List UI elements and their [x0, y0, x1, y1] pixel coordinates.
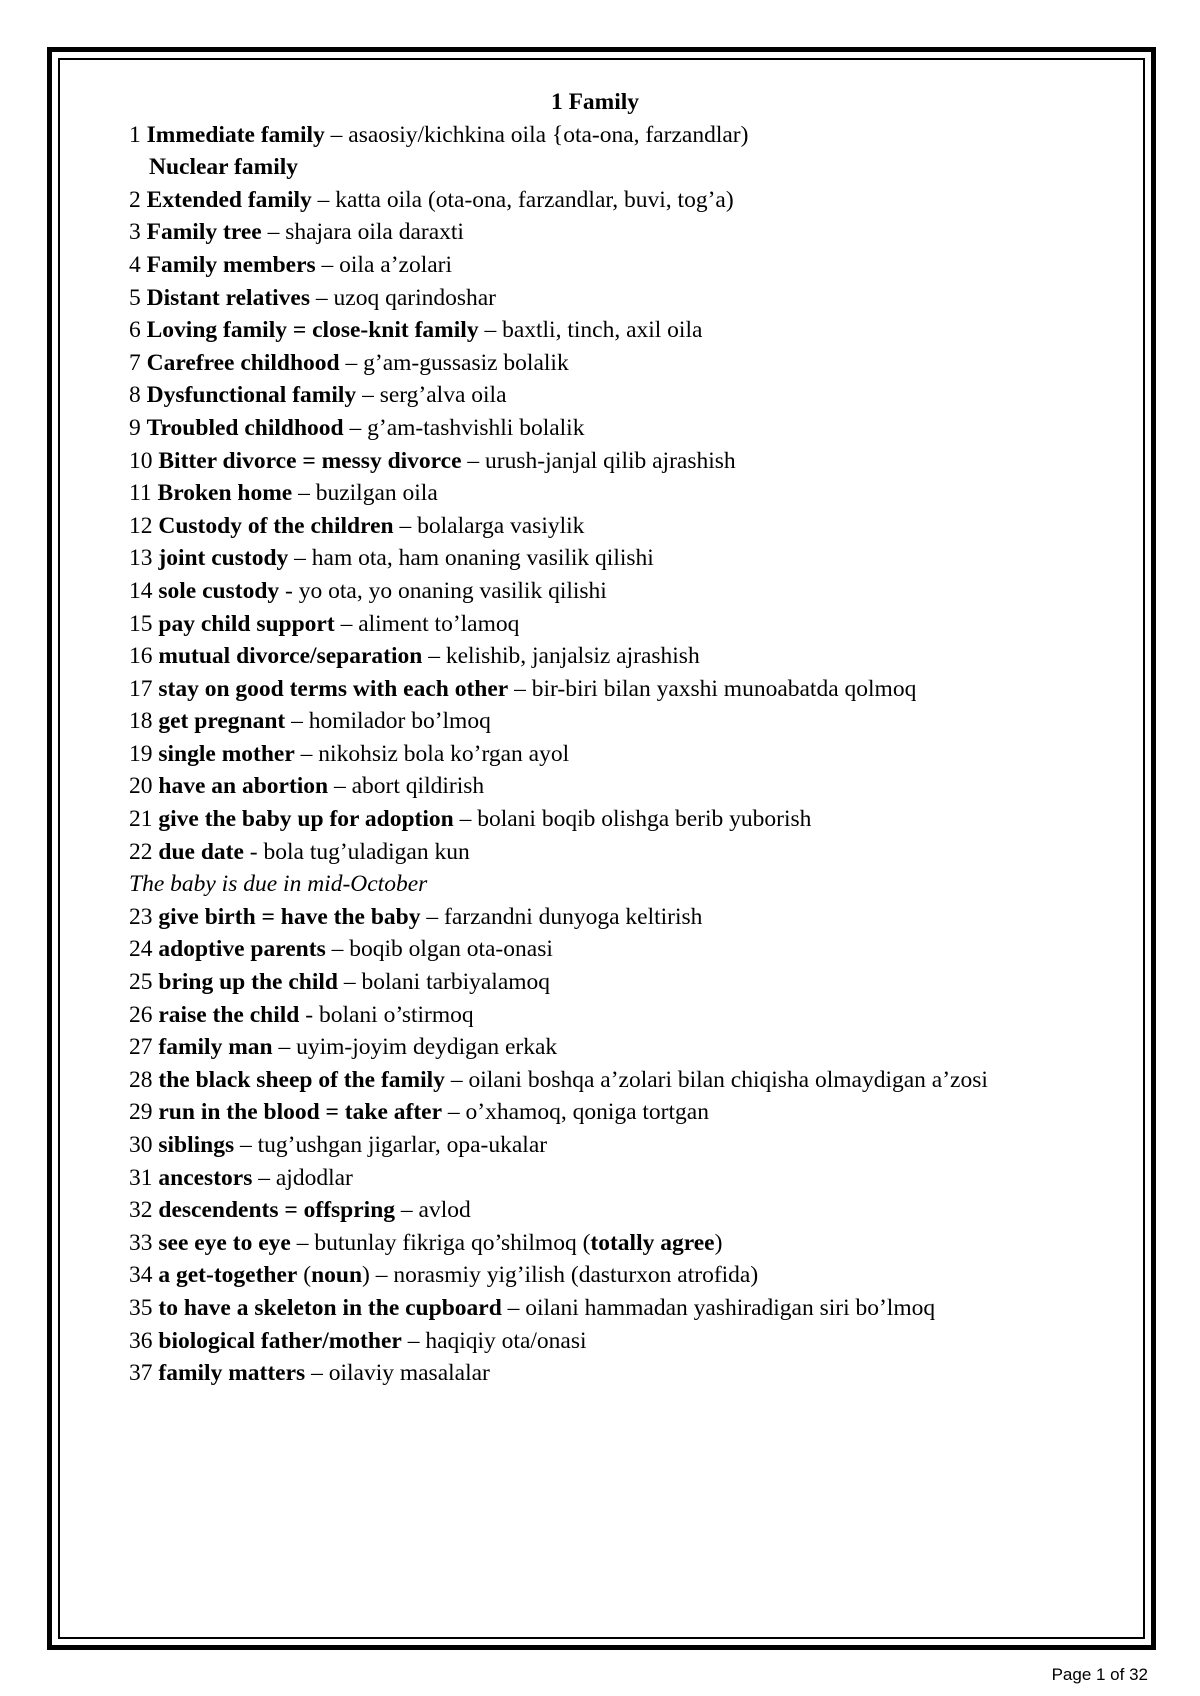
item-number: 31 — [129, 1164, 153, 1191]
item-term: raise the child — [158, 1001, 300, 1028]
item-separator: – — [422, 643, 446, 670]
item-separator: – — [261, 219, 286, 246]
item-number: 26 — [129, 1001, 153, 1028]
item-number: 25 — [129, 969, 153, 996]
item-separator: – — [461, 447, 486, 474]
item-definition: o’xhamoq, qoniga tortgan — [465, 1099, 709, 1126]
list-item — [129, 640, 1109, 673]
list-item — [129, 705, 1109, 738]
list-item — [129, 249, 1109, 282]
item-definition: bola tug’uladigan kun — [263, 838, 470, 865]
page-title: 1 Family — [550, 89, 640, 115]
item-definition: yo ota, yo onaning vasilik qilishi — [298, 577, 607, 604]
item-definition: urush-janjal qilib ajrashish — [485, 447, 736, 474]
item-separator: – — [420, 903, 444, 930]
list-item — [129, 510, 1109, 543]
item-term: Nuclear family — [149, 154, 299, 181]
item-term: give the baby up for adoption — [158, 806, 454, 833]
item-separator: – — [305, 1360, 329, 1387]
item-term: ancestors — [158, 1164, 253, 1191]
list-item — [129, 1162, 1109, 1195]
item-term: get pregnant — [158, 708, 286, 735]
item-definition: uyim-joyim deydigan erkak — [296, 1034, 558, 1061]
item-separator: – — [442, 1099, 466, 1126]
item-number: 16 — [129, 643, 153, 670]
item-definition: nikohsiz bola ko’rgan ayol — [318, 740, 570, 767]
list-item — [129, 477, 1109, 510]
item-term: have an abortion — [158, 773, 329, 800]
item-separator: – — [334, 610, 359, 637]
list-item — [129, 999, 1109, 1032]
item-term: biological father/mother — [158, 1327, 402, 1354]
item-term: the black sheep of the family — [158, 1066, 445, 1093]
entry-group-3 — [129, 1292, 1109, 1390]
item-separator: – — [343, 414, 368, 441]
item-number: 11 — [129, 480, 152, 507]
item-definition: bir-biri bilan yaxshi munoabatda qolmoq — [531, 675, 917, 702]
item-separator: – — [453, 806, 478, 833]
list-item — [129, 901, 1109, 934]
item-definition: oila a’zolari — [339, 251, 453, 278]
item-definition: ajdodlar — [275, 1164, 353, 1191]
item-separator: – — [501, 1294, 526, 1321]
item-number: 17 — [129, 675, 153, 702]
item-number: 27 — [129, 1034, 153, 1061]
list-item — [129, 216, 1109, 249]
item-definition: abort qildirish — [351, 773, 485, 800]
list-item — [129, 412, 1109, 445]
item-number: 8 — [129, 382, 141, 409]
item-separator: – — [393, 512, 418, 539]
item-number: 28 — [129, 1066, 153, 1093]
item-definition: asaosiy/kichkina oila {ota-ona, farzandlar) — [348, 121, 749, 148]
item-number: 32 — [129, 1197, 153, 1224]
list-item — [129, 1129, 1109, 1162]
list-item — [129, 151, 1109, 184]
item-definition: katta oila (ota-ona, farzandlar, buvi, tog’a) — [335, 186, 734, 213]
item-definition: haqiqiy ota/onasi — [425, 1327, 587, 1354]
list-item — [129, 1096, 1109, 1129]
item-number: 37 — [129, 1360, 153, 1387]
list-item — [129, 1194, 1109, 1227]
item-separator: – — [356, 382, 380, 409]
item-separator: - — [279, 577, 299, 604]
item-term: stay on good terms with each other — [158, 675, 509, 702]
item-separator: – — [310, 284, 334, 311]
item-separator: - — [243, 838, 264, 865]
item-number: 10 — [129, 447, 153, 474]
item-term: Broken home — [157, 480, 293, 507]
item-term: pay child support — [158, 610, 335, 637]
list-item — [129, 1325, 1109, 1358]
item-definition: oilani boshqa a’zolari bilan chiqisha olmaydigan a’zosi — [468, 1066, 988, 1093]
item-number: 7 — [129, 349, 141, 376]
item-number: 14 — [129, 577, 153, 604]
item-number: 22 — [129, 838, 153, 865]
list-item — [129, 1064, 1109, 1097]
item-number: 1 — [129, 121, 141, 148]
list-item — [129, 1357, 1109, 1390]
item-number: 20 — [129, 773, 153, 800]
item-number: 21 — [129, 806, 153, 833]
list-item — [129, 1292, 1109, 1325]
item-separator: – — [252, 1164, 276, 1191]
item-separator: – — [478, 317, 503, 344]
item-term: Loving family = close-knit family — [146, 317, 479, 344]
list-item — [129, 770, 1109, 803]
item-term: due date — [158, 838, 244, 865]
item-number: 35 — [129, 1294, 153, 1321]
item-number: 30 — [129, 1132, 153, 1158]
item-number: 12 — [129, 512, 153, 539]
item-definition: bolani tarbiyalamoq — [361, 969, 551, 996]
item-definition: ham ota, ham onaning vasilik qilishi — [311, 545, 654, 572]
item-definition: buzilgan oila — [315, 480, 438, 507]
item-separator: – — [444, 1066, 469, 1093]
list-item — [129, 445, 1109, 478]
item-separator: – — [285, 708, 309, 735]
item-separator: – — [234, 1132, 258, 1158]
item-separator: – — [292, 480, 316, 507]
item-definition: uzoq qarindoshar — [333, 284, 497, 311]
item-definition: g’am-gussasiz bolalik — [363, 349, 569, 376]
item-number: 4 — [129, 251, 141, 278]
item-term: single mother — [158, 740, 295, 767]
item-separator: – — [395, 1197, 419, 1224]
item-separator: – — [288, 545, 312, 572]
item-term: sole custody — [158, 577, 280, 604]
item-definition: serg’alva oila — [379, 382, 507, 409]
item-definition: bolalarga vasiylik — [417, 512, 585, 539]
item-number: 15 — [129, 610, 153, 637]
item-term: bring up the child — [158, 969, 338, 996]
list-item — [129, 1031, 1109, 1064]
list-item — [129, 119, 1109, 152]
item-number: 9 — [129, 414, 141, 441]
list-item: 34 a get-together (noun) – norasmiy yig’ilish (dasturxon atrofida) — [129, 1262, 759, 1289]
item-term: Dysfunctional family — [146, 382, 357, 409]
item-definition: avlod — [418, 1197, 471, 1224]
item-term: Bitter divorce = messy divorce — [158, 447, 462, 474]
item-term: Family tree — [146, 219, 262, 246]
item-term: mutual divorce/separation — [158, 643, 423, 670]
item-definition: bolani o’stirmoq — [318, 1001, 474, 1028]
item-separator: - — [299, 1001, 319, 1028]
example-sentence: The baby is due in mid-October — [129, 871, 428, 898]
item-separator: – — [401, 1327, 426, 1354]
list-item — [129, 314, 1109, 347]
item-term: to have a skeleton in the cupboard — [158, 1294, 502, 1321]
list-item — [129, 347, 1109, 380]
list-item — [129, 803, 1109, 836]
item-separator: – — [328, 773, 352, 800]
page-number: Page 1 of 32 — [1051, 1665, 1148, 1684]
entry-group-1 — [129, 119, 1109, 869]
list-item — [129, 966, 1109, 999]
item-term: give birth = have the baby — [158, 903, 421, 930]
item-number: 23 — [129, 903, 153, 930]
item-definition: tug’ushgan jigarlar, opa-ukalar — [257, 1132, 548, 1158]
item-number: 18 — [129, 708, 153, 735]
item-number: 19 — [129, 740, 153, 767]
item-separator: – — [315, 251, 340, 278]
list-item — [129, 738, 1109, 771]
item-separator: – — [508, 675, 532, 702]
item-number: 13 — [129, 545, 153, 572]
item-term: family man — [158, 1034, 273, 1061]
item-separator: – — [272, 1034, 297, 1061]
item-number: 6 — [129, 317, 141, 344]
list-item — [129, 184, 1109, 217]
item-definition: farzandni dunyoga keltirish — [444, 903, 703, 930]
item-definition: oilani hammadan yashiradigan siri bo’lmoq — [525, 1294, 936, 1321]
item-number: 2 — [129, 186, 141, 213]
item-definition: aliment to’lamoq — [358, 610, 520, 637]
item-definition: kelishib, janjalsiz ajrashish — [445, 643, 700, 670]
item-term: adoptive parents — [158, 936, 326, 963]
list-item — [129, 836, 1109, 869]
list-item — [129, 542, 1109, 575]
item-term: Extended family — [146, 186, 312, 213]
item-term: Troubled childhood — [146, 414, 344, 441]
list-item — [129, 933, 1109, 966]
list-item — [129, 575, 1109, 608]
item-definition: g’am-tashvishli bolalik — [367, 414, 585, 441]
item-term: descendents = offspring — [158, 1197, 396, 1224]
item-term: siblings — [158, 1132, 235, 1158]
item-term: Distant relatives — [146, 284, 311, 311]
item-definition: bolani boqib olishga berib yuborish — [477, 806, 812, 833]
item-term: run in the blood = take after — [158, 1099, 443, 1126]
item-definition: oilaviy masalalar — [328, 1360, 490, 1387]
list-item — [129, 379, 1109, 412]
item-term: Immediate family — [146, 121, 325, 148]
vocabulary-list — [129, 86, 1109, 1390]
item-definition: homilador bo’lmoq — [308, 708, 491, 735]
item-separator: – — [325, 936, 350, 963]
list-item — [129, 608, 1109, 641]
item-definition: boqib olgan ota-onasi — [349, 936, 553, 963]
item-number: 5 — [129, 284, 141, 311]
item-term: Custody of the children — [158, 512, 394, 539]
item-separator: – — [339, 349, 364, 376]
item-term: Carefree childhood — [146, 349, 340, 376]
list-item: 33 see eye to eye – butunlay fikriga qo’shilmoq (totally agree) — [129, 1229, 723, 1256]
item-number: 24 — [129, 936, 153, 963]
item-separator: – — [294, 740, 319, 767]
entry-group-2 — [129, 901, 1109, 1227]
item-term: Family members — [146, 251, 316, 278]
item-term: family matters — [158, 1360, 306, 1387]
item-definition: baxtli, tinch, axil oila — [502, 317, 703, 344]
item-definition: shajara oila daraxti — [285, 219, 464, 246]
item-term: joint custody — [158, 545, 289, 572]
list-item — [129, 282, 1109, 315]
item-separator: – — [337, 969, 362, 996]
item-separator: – — [311, 186, 336, 213]
item-number: 36 — [129, 1327, 153, 1354]
item-number: 3 — [129, 219, 141, 246]
item-separator: – — [324, 121, 349, 148]
item-number: 29 — [129, 1099, 153, 1126]
list-item — [129, 673, 1109, 706]
